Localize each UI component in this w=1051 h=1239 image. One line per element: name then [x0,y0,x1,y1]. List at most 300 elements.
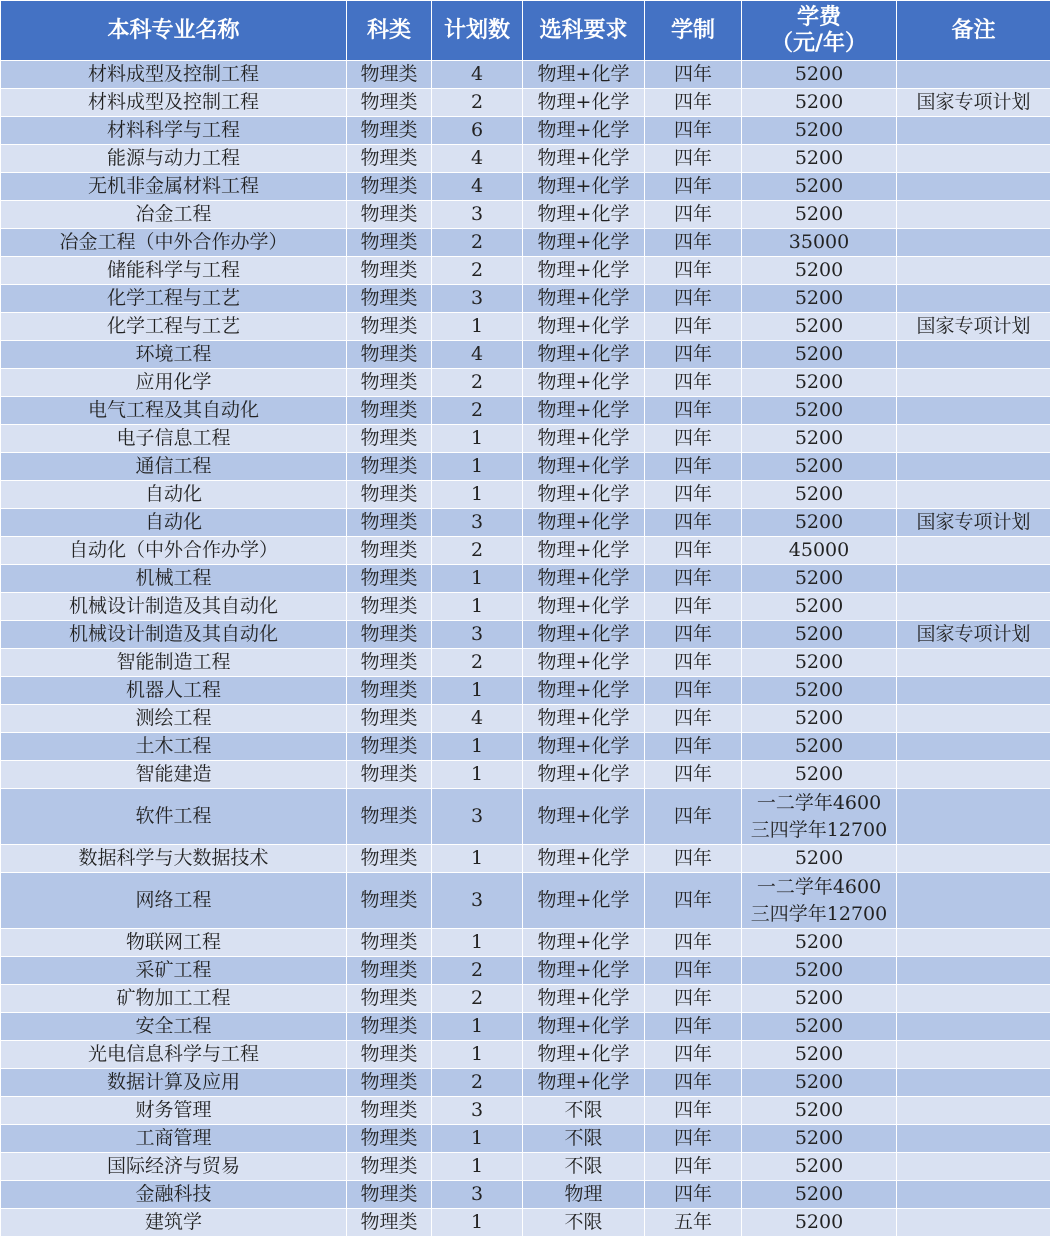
major-name-cell: 物联网工程 [1,929,347,957]
major-name-cell: 矿物加工工程 [1,985,347,1013]
remarks-cell [897,1181,1051,1209]
major-name-cell: 采矿工程 [1,957,347,985]
subject-requirement-cell: 物理+化学 [523,621,645,649]
plan-count-cell: 4 [432,145,523,173]
tuition-cell: 5200 [742,453,897,481]
plan-count-cell: 1 [432,593,523,621]
duration-cell: 四年 [645,173,742,201]
remarks-cell [897,173,1051,201]
subject-requirement-cell: 物理+化学 [523,453,645,481]
duration-cell: 四年 [645,425,742,453]
category-cell: 物理类 [347,509,432,537]
subject-requirement-cell: 物理+化学 [523,733,645,761]
duration-cell: 四年 [645,257,742,285]
major-name-cell: 数据科学与大数据技术 [1,845,347,873]
tuition-cell: 5200 [742,509,897,537]
duration-cell: 四年 [645,1153,742,1181]
table-row [1,1209,1051,1237]
major-name-cell: 能源与动力工程 [1,145,347,173]
duration-cell: 四年 [645,61,742,89]
remarks-cell: 国家专项计划 [897,89,1051,117]
subject-requirement-cell: 物理+化学 [523,1041,645,1069]
subject-requirement-cell: 物理+化学 [523,873,645,929]
plan-count-cell: 3 [432,1097,523,1125]
plan-count-cell: 3 [432,509,523,537]
plan-count-cell: 2 [432,89,523,117]
category-cell: 物理类 [347,229,432,257]
subject-requirement-cell: 不限 [523,1153,645,1181]
header-category: 科类 [347,1,432,61]
remarks-cell [897,369,1051,397]
header-row [1,1,1051,61]
subject-requirement-cell: 物理+化学 [523,61,645,89]
plan-count-cell: 3 [432,201,523,229]
duration-cell: 四年 [645,537,742,565]
table-row [1,173,1051,201]
plan-count-cell: 1 [432,565,523,593]
plan-count-cell: 4 [432,705,523,733]
category-cell: 物理类 [347,257,432,285]
table-row [1,397,1051,425]
table-row [1,761,1051,789]
subject-requirement-cell: 物理+化学 [523,481,645,509]
tuition-cell: 5200 [742,593,897,621]
tuition-cell: 5200 [742,369,897,397]
plan-count-cell: 1 [432,1125,523,1153]
tuition-cell: 5200 [742,341,897,369]
category-cell: 物理类 [347,397,432,425]
duration-cell: 四年 [645,845,742,873]
tuition-cell: 5200 [742,1041,897,1069]
remarks-cell [897,1153,1051,1181]
major-name-cell: 机器人工程 [1,677,347,705]
major-name-cell: 土木工程 [1,733,347,761]
remarks-cell: 国家专项计划 [897,313,1051,341]
plan-count-cell: 2 [432,957,523,985]
remarks-cell [897,1097,1051,1125]
major-name-cell: 环境工程 [1,341,347,369]
tuition-cell: 5200 [742,397,897,425]
remarks-cell [897,425,1051,453]
subject-requirement-cell: 物理+化学 [523,565,645,593]
category-cell: 物理类 [347,789,432,845]
category-cell: 物理类 [347,341,432,369]
tuition-cell: 一二学年4600 三四学年12700 [742,789,897,845]
tuition-cell: 5200 [742,201,897,229]
category-cell: 物理类 [347,677,432,705]
table-row [1,789,1051,845]
category-cell: 物理类 [347,201,432,229]
major-name-cell: 智能建造 [1,761,347,789]
tuition-cell: 5200 [742,705,897,733]
subject-requirement-cell: 物理+化学 [523,145,645,173]
category-cell: 物理类 [347,705,432,733]
plan-count-cell: 1 [432,313,523,341]
duration-cell: 四年 [645,1013,742,1041]
subject-requirement-cell: 物理+化学 [523,761,645,789]
duration-cell: 四年 [645,369,742,397]
plan-count-cell: 2 [432,649,523,677]
tuition-cell: 5200 [742,61,897,89]
duration-cell: 四年 [645,1041,742,1069]
table-row [1,1181,1051,1209]
duration-cell: 四年 [645,789,742,845]
category-cell: 物理类 [347,313,432,341]
plan-count-cell: 1 [432,845,523,873]
plan-count-cell: 1 [432,761,523,789]
duration-cell: 四年 [645,649,742,677]
category-cell: 物理类 [347,145,432,173]
subject-requirement-cell: 物理+化学 [523,593,645,621]
subject-requirement-cell: 不限 [523,1209,645,1237]
table-row [1,509,1051,537]
plan-count-cell: 2 [432,257,523,285]
tuition-cell: 5200 [742,481,897,509]
subject-requirement-cell: 物理+化学 [523,285,645,313]
remarks-cell [897,61,1051,89]
tuition-cell: 5200 [742,313,897,341]
duration-cell: 四年 [645,677,742,705]
duration-cell: 四年 [645,145,742,173]
tuition-cell: 5200 [742,985,897,1013]
duration-cell: 四年 [645,1069,742,1097]
major-name-cell: 电子信息工程 [1,425,347,453]
duration-cell: 四年 [645,229,742,257]
category-cell: 物理类 [347,845,432,873]
remarks-cell [897,257,1051,285]
duration-cell: 四年 [645,929,742,957]
major-name-cell: 材料科学与工程 [1,117,347,145]
remarks-cell [897,985,1051,1013]
duration-cell: 四年 [645,453,742,481]
tuition-cell: 5200 [742,1069,897,1097]
tuition-cell: 5200 [742,649,897,677]
table-row [1,957,1051,985]
major-name-cell: 机械设计制造及其自动化 [1,593,347,621]
plan-count-cell: 2 [432,229,523,257]
subject-requirement-cell: 物理+化学 [523,117,645,145]
category-cell: 物理类 [347,117,432,145]
tuition-cell: 5200 [742,257,897,285]
table-row [1,453,1051,481]
remarks-cell [897,1209,1051,1237]
major-name-cell: 国际经济与贸易 [1,1153,347,1181]
duration-cell: 四年 [645,621,742,649]
subject-requirement-cell: 物理+化学 [523,313,645,341]
header-plan-count: 计划数 [432,1,523,61]
plan-count-cell: 3 [432,621,523,649]
duration-cell: 四年 [645,201,742,229]
tuition-cell: 5200 [742,929,897,957]
plan-count-cell: 1 [432,733,523,761]
tuition-cell: 5200 [742,845,897,873]
table-row [1,621,1051,649]
remarks-cell [897,1069,1051,1097]
category-cell: 物理类 [347,985,432,1013]
major-name-cell: 自动化 [1,509,347,537]
tuition-cell: 5200 [742,1097,897,1125]
duration-cell: 四年 [645,1097,742,1125]
duration-cell: 四年 [645,285,742,313]
major-name-cell: 软件工程 [1,789,347,845]
remarks-cell [897,481,1051,509]
plan-count-cell: 1 [432,1209,523,1237]
duration-cell: 四年 [645,733,742,761]
tuition-cell: 5200 [742,1013,897,1041]
category-cell: 物理类 [347,761,432,789]
table-row [1,565,1051,593]
category-cell: 物理类 [347,537,432,565]
table-row [1,61,1051,89]
remarks-cell [897,1125,1051,1153]
subject-requirement-cell: 物理+化学 [523,89,645,117]
table-row [1,201,1051,229]
major-name-cell: 自动化（中外合作办学） [1,537,347,565]
header-remarks: 备注 [897,1,1051,61]
tuition-cell: 5200 [742,957,897,985]
plan-count-cell: 1 [432,1013,523,1041]
major-name-cell: 通信工程 [1,453,347,481]
plan-count-cell: 3 [432,873,523,929]
table-row [1,1097,1051,1125]
table-row [1,677,1051,705]
duration-cell: 四年 [645,1125,742,1153]
major-name-cell: 数据计算及应用 [1,1069,347,1097]
major-name-cell: 电气工程及其自动化 [1,397,347,425]
table-row [1,537,1051,565]
remarks-cell [897,229,1051,257]
plan-count-cell: 1 [432,929,523,957]
subject-requirement-cell: 物理+化学 [523,985,645,1013]
table-row [1,873,1051,929]
plan-count-cell: 3 [432,789,523,845]
major-name-cell: 化学工程与工艺 [1,285,347,313]
plan-count-cell: 1 [432,425,523,453]
category-cell: 物理类 [347,565,432,593]
subject-requirement-cell: 物理+化学 [523,845,645,873]
major-name-cell: 化学工程与工艺 [1,313,347,341]
major-name-cell: 材料成型及控制工程 [1,61,347,89]
tuition-cell: 5200 [742,89,897,117]
subject-requirement-cell: 不限 [523,1125,645,1153]
tuition-cell: 5200 [742,733,897,761]
table-row [1,89,1051,117]
major-name-cell: 冶金工程 [1,201,347,229]
duration-cell: 四年 [645,1181,742,1209]
table-row [1,285,1051,313]
remarks-cell [897,677,1051,705]
category-cell: 物理类 [347,1209,432,1237]
remarks-cell [897,117,1051,145]
duration-cell: 五年 [645,1209,742,1237]
plan-count-cell: 3 [432,1181,523,1209]
table-row [1,257,1051,285]
remarks-cell [897,201,1051,229]
remarks-cell [897,929,1051,957]
category-cell: 物理类 [347,1097,432,1125]
category-cell: 物理类 [347,1181,432,1209]
remarks-cell [897,733,1051,761]
subject-requirement-cell: 物理+化学 [523,173,645,201]
category-cell: 物理类 [347,425,432,453]
table-row [1,117,1051,145]
remarks-cell [897,565,1051,593]
duration-cell: 四年 [645,481,742,509]
tuition-cell: 5200 [742,145,897,173]
plan-count-cell: 2 [432,985,523,1013]
major-name-cell: 冶金工程（中外合作办学） [1,229,347,257]
remarks-cell [897,873,1051,929]
duration-cell: 四年 [645,341,742,369]
major-name-cell: 智能制造工程 [1,649,347,677]
header-major-name: 本科专业名称 [1,1,347,61]
category-cell: 物理类 [347,1069,432,1097]
tuition-cell: 5200 [742,425,897,453]
tuition-cell: 5200 [742,173,897,201]
duration-cell: 四年 [645,89,742,117]
table-row [1,845,1051,873]
tuition-cell: 5200 [742,1153,897,1181]
plan-count-cell: 1 [432,1041,523,1069]
remarks-cell [897,705,1051,733]
plan-count-cell: 4 [432,341,523,369]
remarks-cell: 国家专项计划 [897,621,1051,649]
subject-requirement-cell: 物理+化学 [523,509,645,537]
remarks-cell [897,789,1051,845]
header-tuition: 学费 （元/年） [742,1,897,61]
table-row [1,481,1051,509]
duration-cell: 四年 [645,705,742,733]
major-name-cell: 自动化 [1,481,347,509]
tuition-cell: 5200 [742,1209,897,1237]
plan-count-cell: 1 [432,677,523,705]
duration-cell: 四年 [645,397,742,425]
subject-requirement-cell: 物理+化学 [523,789,645,845]
category-cell: 物理类 [347,1153,432,1181]
plan-count-cell: 2 [432,537,523,565]
table-row [1,425,1051,453]
table-row [1,1041,1051,1069]
table-row [1,733,1051,761]
category-cell: 物理类 [347,61,432,89]
remarks-cell [897,761,1051,789]
header-subject-requirement: 选科要求 [523,1,645,61]
tuition-cell: 35000 [742,229,897,257]
category-cell: 物理类 [347,649,432,677]
subject-requirement-cell: 物理+化学 [523,929,645,957]
remarks-cell [897,453,1051,481]
plan-count-cell: 2 [432,369,523,397]
major-name-cell: 应用化学 [1,369,347,397]
plan-count-cell: 2 [432,397,523,425]
category-cell: 物理类 [347,621,432,649]
table-row [1,705,1051,733]
subject-requirement-cell: 物理+化学 [523,1013,645,1041]
plan-count-cell: 1 [432,453,523,481]
table-row [1,1013,1051,1041]
major-name-cell: 财务管理 [1,1097,347,1125]
subject-requirement-cell: 物理+化学 [523,201,645,229]
tuition-cell: 5200 [742,565,897,593]
major-name-cell: 机械设计制造及其自动化 [1,621,347,649]
subject-requirement-cell: 物理+化学 [523,957,645,985]
subject-requirement-cell: 物理+化学 [523,649,645,677]
major-name-cell: 工商管理 [1,1125,347,1153]
remarks-cell [897,285,1051,313]
subject-requirement-cell: 物理+化学 [523,1069,645,1097]
remarks-cell [897,1041,1051,1069]
table-row [1,313,1051,341]
tuition-cell: 5200 [742,1125,897,1153]
duration-cell: 四年 [645,761,742,789]
remarks-cell: 国家专项计划 [897,509,1051,537]
major-name-cell: 机械工程 [1,565,347,593]
major-name-cell: 金融科技 [1,1181,347,1209]
category-cell: 物理类 [347,957,432,985]
category-cell: 物理类 [347,1125,432,1153]
major-name-cell: 网络工程 [1,873,347,929]
plan-count-cell: 4 [432,173,523,201]
category-cell: 物理类 [347,453,432,481]
tuition-cell: 5200 [742,117,897,145]
tuition-cell: 5200 [742,677,897,705]
category-cell: 物理类 [347,89,432,117]
plan-count-cell: 3 [432,285,523,313]
category-cell: 物理类 [347,369,432,397]
tuition-cell: 5200 [742,285,897,313]
category-cell: 物理类 [347,1013,432,1041]
plan-count-cell: 2 [432,1069,523,1097]
plan-count-cell: 1 [432,481,523,509]
subject-requirement-cell: 物理+化学 [523,257,645,285]
table-row [1,1069,1051,1097]
duration-cell: 四年 [645,873,742,929]
category-cell: 物理类 [347,873,432,929]
plan-count-cell: 1 [432,1153,523,1181]
table-row [1,1153,1051,1181]
duration-cell: 四年 [645,313,742,341]
subject-requirement-cell: 物理+化学 [523,341,645,369]
subject-requirement-cell: 物理 [523,1181,645,1209]
table-row [1,593,1051,621]
header-duration: 学制 [645,1,742,61]
major-name-cell: 光电信息科学与工程 [1,1041,347,1069]
tuition-cell: 45000 [742,537,897,565]
remarks-cell [897,593,1051,621]
table-row [1,649,1051,677]
duration-cell: 四年 [645,957,742,985]
category-cell: 物理类 [347,733,432,761]
tuition-cell: 5200 [742,621,897,649]
table-row [1,929,1051,957]
table-row [1,145,1051,173]
table-row [1,341,1051,369]
table-row [1,369,1051,397]
tuition-cell: 5200 [742,761,897,789]
major-name-cell: 无机非金属材料工程 [1,173,347,201]
subject-requirement-cell: 不限 [523,1097,645,1125]
category-cell: 物理类 [347,1041,432,1069]
major-name-cell: 材料成型及控制工程 [1,89,347,117]
table-row [1,229,1051,257]
duration-cell: 四年 [645,593,742,621]
remarks-cell [897,397,1051,425]
subject-requirement-cell: 物理+化学 [523,397,645,425]
category-cell: 物理类 [347,481,432,509]
tuition-cell: 5200 [742,1181,897,1209]
table-body [1,61,1051,1237]
subject-requirement-cell: 物理+化学 [523,425,645,453]
